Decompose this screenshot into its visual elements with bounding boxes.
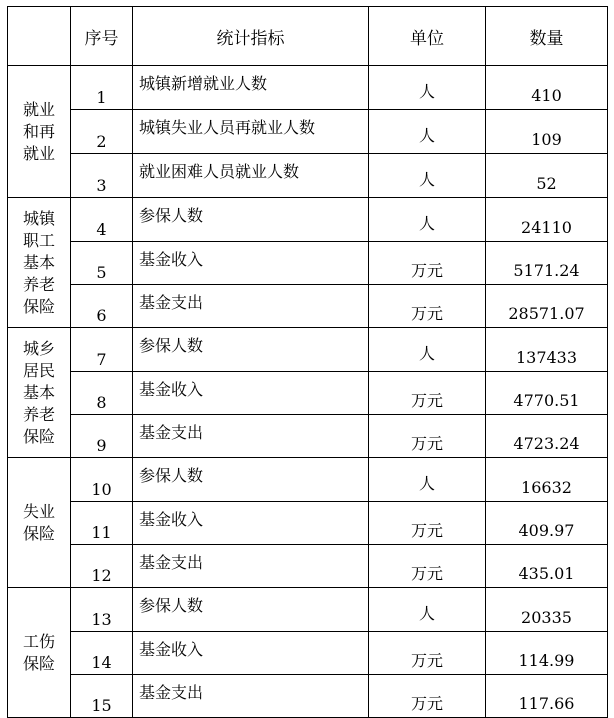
category-cell <box>8 328 71 458</box>
seq-cell: 9 <box>71 415 133 458</box>
seq-cell: 5 <box>71 242 133 285</box>
table-row <box>8 545 608 588</box>
category-line: 保险 <box>22 653 55 673</box>
table-row <box>8 675 608 718</box>
indicator-cell: 基金支出 <box>133 675 369 718</box>
table-row <box>8 66 608 110</box>
header-quantity: 数量 <box>486 7 608 66</box>
category-line: 养老 <box>22 404 55 424</box>
indicator-cell: 参保人数 <box>133 328 369 372</box>
table-row <box>8 198 608 242</box>
indicator-cell: 城镇失业人员再就业人数 <box>133 110 369 154</box>
table-row <box>8 632 608 675</box>
unit-cell: 万元 <box>369 372 486 415</box>
unit-cell: 万元 <box>369 632 486 675</box>
quantity-cell: 109 <box>486 110 608 154</box>
indicator-cell: 基金收入 <box>133 372 369 415</box>
indicator-cell: 基金支出 <box>133 285 369 328</box>
category-line: 居民 <box>22 360 55 380</box>
quantity-cell: 410 <box>486 66 608 110</box>
seq-cell: 13 <box>71 588 133 632</box>
quantity-cell: 4723.24 <box>486 415 608 458</box>
seq-cell: 3 <box>71 154 133 198</box>
indicator-cell: 基金收入 <box>133 242 369 285</box>
unit-cell: 人 <box>369 328 486 372</box>
table-row <box>8 110 608 154</box>
category-cell <box>8 588 71 718</box>
category-line: 保险 <box>22 426 55 446</box>
category-line: 工伤 <box>22 631 55 651</box>
seq-cell: 12 <box>71 545 133 588</box>
table-row <box>8 415 608 458</box>
table-row <box>8 458 608 502</box>
category-line: 城镇 <box>22 208 55 228</box>
indicator-cell: 就业困难人员就业人数 <box>133 154 369 198</box>
category-cell <box>8 458 71 588</box>
table-body <box>8 66 608 718</box>
unit-cell: 万元 <box>369 415 486 458</box>
unit-cell: 万元 <box>369 242 486 285</box>
seq-cell: 15 <box>71 675 133 718</box>
indicator-cell: 基金支出 <box>133 545 369 588</box>
quantity-cell: 28571.07 <box>486 285 608 328</box>
indicator-cell: 参保人数 <box>133 588 369 632</box>
category-line: 就业 <box>22 99 55 119</box>
unit-cell: 人 <box>369 458 486 502</box>
header-seq: 序号 <box>71 7 133 66</box>
unit-cell: 人 <box>369 198 486 242</box>
table-row <box>8 588 608 632</box>
table-row <box>8 242 608 285</box>
unit-cell: 人 <box>369 588 486 632</box>
indicator-cell: 参保人数 <box>133 198 369 242</box>
seq-cell: 11 <box>71 502 133 545</box>
statistics-table <box>7 6 608 718</box>
category-line: 失业 <box>22 501 55 521</box>
seq-cell: 8 <box>71 372 133 415</box>
category-line: 就业 <box>22 143 55 163</box>
quantity-cell: 4770.51 <box>486 372 608 415</box>
indicator-cell: 参保人数 <box>133 458 369 502</box>
indicator-cell: 城镇新增就业人数 <box>133 66 369 110</box>
quantity-cell: 24110 <box>486 198 608 242</box>
seq-cell: 6 <box>71 285 133 328</box>
unit-cell: 人 <box>369 154 486 198</box>
category-cell <box>8 66 71 198</box>
header-row <box>8 7 608 66</box>
header-indicator: 统计指标 <box>133 7 369 66</box>
unit-cell: 人 <box>369 110 486 154</box>
quantity-cell: 137433 <box>486 328 608 372</box>
category-line: 养老 <box>22 274 55 294</box>
unit-cell: 万元 <box>369 502 486 545</box>
category-line: 城乡 <box>22 338 55 358</box>
quantity-cell: 16632 <box>486 458 608 502</box>
unit-cell: 人 <box>369 66 486 110</box>
table-row <box>8 372 608 415</box>
table-row <box>8 328 608 372</box>
seq-cell: 4 <box>71 198 133 242</box>
indicator-cell: 基金收入 <box>133 632 369 675</box>
category-line: 保险 <box>22 296 55 316</box>
unit-cell: 万元 <box>369 675 486 718</box>
category-line: 职工 <box>22 230 55 250</box>
quantity-cell: 435.01 <box>486 545 608 588</box>
category-line: 基本 <box>22 382 55 402</box>
category-line: 基本 <box>22 252 55 272</box>
quantity-cell: 114.99 <box>486 632 608 675</box>
quantity-cell: 117.66 <box>486 675 608 718</box>
category-line: 和再 <box>22 121 55 141</box>
quantity-cell: 409.97 <box>486 502 608 545</box>
seq-cell: 14 <box>71 632 133 675</box>
quantity-cell: 20335 <box>486 588 608 632</box>
header-unit: 单位 <box>369 7 486 66</box>
unit-cell: 万元 <box>369 285 486 328</box>
quantity-cell: 52 <box>486 154 608 198</box>
header-category <box>8 7 71 66</box>
quantity-cell: 5171.24 <box>486 242 608 285</box>
unit-cell: 万元 <box>369 545 486 588</box>
indicator-cell: 基金支出 <box>133 415 369 458</box>
table-row <box>8 285 608 328</box>
category-cell <box>8 198 71 328</box>
seq-cell: 1 <box>71 66 133 110</box>
table-row <box>8 154 608 198</box>
seq-cell: 7 <box>71 328 133 372</box>
category-line: 保险 <box>22 523 55 543</box>
seq-cell: 10 <box>71 458 133 502</box>
table-row <box>8 502 608 545</box>
seq-cell: 2 <box>71 110 133 154</box>
indicator-cell: 基金收入 <box>133 502 369 545</box>
